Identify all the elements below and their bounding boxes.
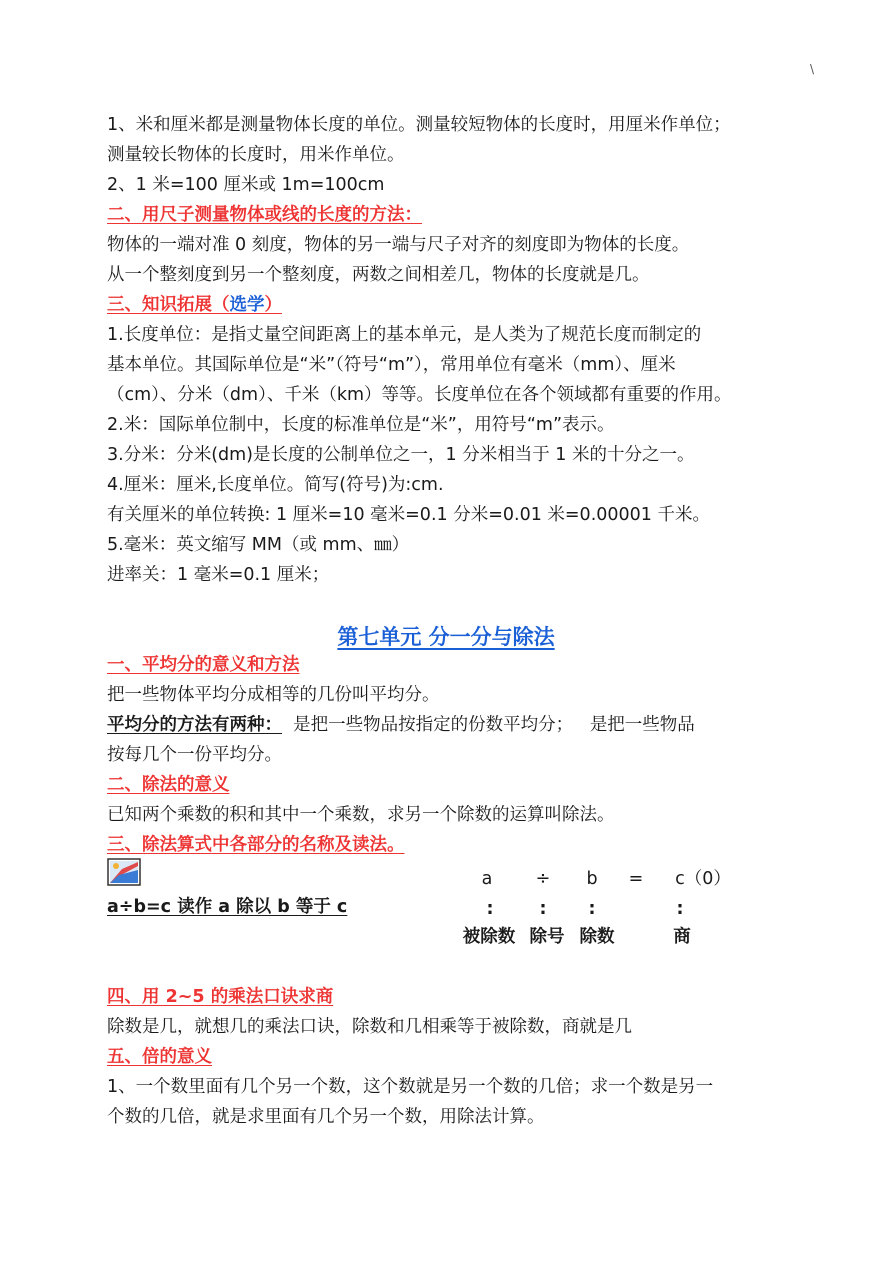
formula-equals: =: [628, 869, 644, 889]
text-line: 1、米和厘米都是测量物体长度的单位。测量较短物体的长度时，用厘米作单位；: [107, 115, 731, 135]
text-line: 1.长度单位：是指丈量空间距离上的基本单元，是人类为了规范长度而制定的: [107, 325, 702, 345]
text-line: 2.米：国际单位制中，长度的标准单位是“米”，用符号“m”表示。: [107, 415, 615, 435]
text-line: 4.厘米：厘米,长度单位。简写(符号)为:cm.: [107, 475, 444, 495]
text-line: 2、1 米=100 厘米或 1m=100cm: [107, 175, 385, 195]
formula-colon: :: [539, 899, 547, 919]
text-line: 有关厘米的单位转换: 1 厘米=10 毫米=0.1 分米=0.01 米=0.00001 千米。: [107, 505, 710, 525]
section-heading: 二、除法的意义: [107, 775, 230, 795]
text-line: 基本单位。其国际单位是“米”（符号“m”），常用单位有毫米（mm）、厘米: [107, 355, 676, 375]
text-line: 个数的几倍，就是求里面有几个另一个数，用除法计算。: [107, 1107, 545, 1127]
formula-quotient: c（0）: [675, 869, 731, 889]
text-rest: 是把一些物品按指定的份数平均分； 是把一些物品: [282, 715, 695, 735]
section-heading: 五、倍的意义: [107, 1047, 212, 1067]
bold-phrase: 平均分的方法有两种：: [107, 715, 282, 735]
section-heading: [107, 294, 282, 316]
formula-colon: :: [588, 899, 596, 919]
label-divisor: 除数: [579, 927, 615, 947]
text-line: 从一个整刻度到另一个整刻度，两数之间相差几，物体的长度就是几。: [107, 265, 650, 285]
label-quotient: 商: [673, 927, 691, 947]
section-heading: 三、除法算式中各部分的名称及读法。: [107, 835, 405, 855]
text-line: 测量较长物体的长度时，用米作单位。: [107, 145, 405, 165]
formula-divide-sign: ÷: [535, 869, 551, 889]
section-heading: 四、用 2~5 的乘法口诀求商: [107, 987, 334, 1007]
unit-title: 第七单元 分一分与除法: [337, 625, 555, 649]
heading-suffix: ）: [264, 295, 282, 315]
formula-divisor: b: [586, 869, 598, 889]
formula-colon: :: [676, 899, 684, 919]
text-line: 按每几个一份平均分。: [107, 745, 282, 765]
division-reading: a÷b=c 读作 a 除以 b 等于 c: [107, 897, 348, 917]
text-line: 5.毫米：英文缩写 MM（或 mm、㎜）: [107, 535, 410, 555]
text-line: 把一些物体平均分成相等的几份叫平均分。: [107, 685, 440, 705]
formula-colon: :: [486, 899, 494, 919]
label-dividend: 被除数: [462, 927, 516, 947]
section-heading: 一、平均分的意义和方法: [107, 655, 300, 675]
corner-mark: \: [810, 62, 815, 76]
formula-dividend: a: [481, 869, 493, 889]
text-line: 进率关：1 毫米=0.1 厘米；: [107, 565, 330, 585]
text-line: 1、一个数里面有几个另一个数，这个数就是另一个数的几倍；求一个数是另一: [107, 1077, 714, 1097]
text-line: 除数是几，就想几的乘法口诀，除数和几相乘等于被除数，商就是几: [107, 1017, 632, 1037]
text-line: （cm）、分米（dm）、千米（km）等等。长度单位在各个领域都有重要的作用。: [107, 385, 732, 405]
text-line: [107, 714, 695, 736]
section-heading: 二、用尺子测量物体或线的长度的方法：: [107, 205, 422, 225]
label-divide-sign: 除号: [529, 927, 565, 947]
chart-picture-icon: [107, 858, 141, 886]
text-line: 已知两个乘数的积和其中一个乘数，求另一个除数的运算叫除法。: [107, 805, 615, 825]
heading-prefix: 三、知识拓展（: [107, 295, 230, 315]
text-line: 3.分米：分米(dm)是长度的公制单位之一，1 分米相当于 1 米的十分之一。: [107, 445, 695, 465]
text-line: 物体的一端对准 0 刻度，物体的另一端与尺子对齐的刻度即为物体的长度。: [107, 235, 690, 255]
optional-link[interactable]: 选学: [229, 295, 265, 315]
